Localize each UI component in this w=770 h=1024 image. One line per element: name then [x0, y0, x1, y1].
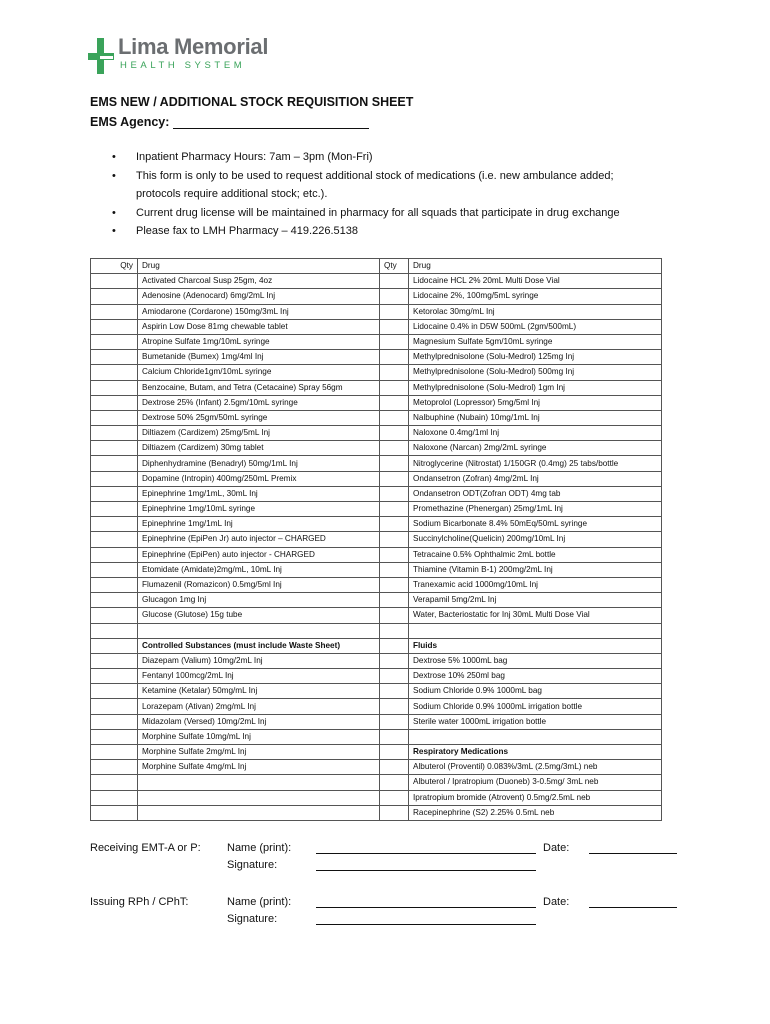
table-row: [91, 319, 662, 334]
table-row: [91, 471, 662, 486]
stock-table: [90, 258, 662, 821]
qty-cell[interactable]: [380, 456, 409, 471]
qty-cell[interactable]: [91, 380, 138, 395]
drug-header: Drug: [138, 259, 380, 274]
table-row: [91, 729, 662, 744]
qty-cell[interactable]: [91, 775, 138, 790]
qty-cell[interactable]: [91, 699, 138, 714]
drug-cell: Lidocaine HCL 2% 20mL Multi Dose Vial: [409, 274, 662, 289]
drug-cell: [138, 623, 380, 638]
qty-cell[interactable]: [91, 365, 138, 380]
drug-cell: Ipratropium bromide (Atrovent) 0.5mg/2.5mL neb: [409, 790, 662, 805]
drug-cell: Epinephrine 1mg/1mL, 30mL Inj: [138, 486, 380, 501]
drug-cell: Water, Bacteriostatic for Inj 30mL Multi Dose Vial: [409, 608, 662, 623]
drug-cell: Fentanyl 100mcg/2mL Inj: [138, 669, 380, 684]
table-row: [91, 669, 662, 684]
issuing-name-field[interactable]: [316, 907, 536, 908]
receiving-signature-label: Signature:: [227, 859, 278, 871]
qty-cell[interactable]: [91, 410, 138, 425]
qty-cell[interactable]: [91, 684, 138, 699]
drug-cell: Naloxone 0.4mg/1ml Inj: [409, 426, 662, 441]
qty-cell[interactable]: [380, 608, 409, 623]
qty-cell[interactable]: [380, 699, 409, 714]
qty-cell[interactable]: [380, 775, 409, 790]
issuing-signature-label: Signature:: [227, 913, 278, 925]
receiving-name-label: Name (print):: [227, 842, 292, 854]
receiving-date-field[interactable]: [589, 853, 677, 854]
drug-cell: Lidocaine 2%, 100mg/5mL syringe: [409, 289, 662, 304]
issuing-date-label: Date:: [543, 896, 570, 908]
drug-cell: [409, 729, 662, 744]
bullet-icon: •: [112, 206, 116, 219]
table-row: [91, 638, 662, 653]
qty-cell[interactable]: [91, 471, 138, 486]
drug-cell: Controlled Substances (must include Waste Sheet): [138, 638, 380, 653]
receiving-label: Receiving EMT-A or P:: [90, 842, 201, 854]
qty-cell[interactable]: [91, 593, 138, 608]
drug-cell: Tetracaine 0.5% Ophthalmic 2mL bottle: [409, 547, 662, 562]
drug-cell: Magnesium Sulfate 5gm/10mL syringe: [409, 334, 662, 349]
table-row: [91, 304, 662, 319]
qty-cell[interactable]: [380, 441, 409, 456]
qty-cell[interactable]: [91, 532, 138, 547]
table-row: [91, 805, 662, 820]
instructions-list: [108, 148, 668, 241]
drug-cell: Atropine Sulfate 1mg/10mL syringe: [138, 334, 380, 349]
logo-name: Lima Memorial: [118, 34, 269, 59]
drug-cell: Diphenhydramine (Benadryl) 50mg/1mL Inj: [138, 456, 380, 471]
qty-cell[interactable]: [380, 471, 409, 486]
qty-cell[interactable]: [91, 274, 138, 289]
qty-cell[interactable]: [91, 289, 138, 304]
drug-cell: Methylprednisolone (Solu-Medrol) 125mg Inj: [409, 350, 662, 365]
drug-cell: Metoprolol (Lopressor) 5mg/5ml Inj: [409, 395, 662, 410]
drug-cell: Epinephrine 1mg/10mL syringe: [138, 502, 380, 517]
drug-cell: Sodium Bicarbonate 8.4% 50mEq/50mL syringe: [409, 517, 662, 532]
qty-cell[interactable]: [91, 714, 138, 729]
drug-cell: Dextrose 50% 25gm/50mL syringe: [138, 410, 380, 425]
drug-cell: Dextrose 10% 250ml bag: [409, 669, 662, 684]
qty-cell[interactable]: [91, 623, 138, 638]
list-item: • Inpatient Pharmacy Hours: 7am – 3pm (Mon-Fri): [108, 148, 668, 167]
qty-cell[interactable]: [380, 638, 409, 653]
qty-cell[interactable]: [91, 486, 138, 501]
drug-cell: Lidocaine 0.4% in D5W 500mL (2gm/500mL): [409, 319, 662, 334]
table-row: [91, 608, 662, 623]
drug-cell: Diazepam (Valium) 10mg/2mL Inj: [138, 653, 380, 668]
qty-cell[interactable]: [91, 441, 138, 456]
drug-cell: Adenosine (Adenocard) 6mg/2mL Inj: [138, 289, 380, 304]
drug-cell: Bumetanide (Bumex) 1mg/4ml Inj: [138, 350, 380, 365]
qty-cell[interactable]: [91, 638, 138, 653]
drug-cell: Morphine Sulfate 10mg/mL Inj: [138, 729, 380, 744]
qty-cell[interactable]: [380, 669, 409, 684]
qty-cell[interactable]: [380, 790, 409, 805]
drug-cell: Dopamine (Intropin) 400mg/250mL Premix: [138, 471, 380, 486]
qty-cell[interactable]: [91, 608, 138, 623]
drug-cell: Fluids: [409, 638, 662, 653]
qty-cell[interactable]: [380, 745, 409, 760]
receiving-signature-field[interactable]: [316, 870, 536, 871]
table-row: [91, 486, 662, 501]
table-row: [91, 577, 662, 592]
drug-cell: Amiodarone (Cordarone) 150mg/3mL Inj: [138, 304, 380, 319]
drug-cell: Dextrose 5% 1000mL bag: [409, 653, 662, 668]
qty-cell[interactable]: [380, 653, 409, 668]
qty-cell[interactable]: [91, 577, 138, 592]
qty-cell[interactable]: [380, 289, 409, 304]
agency-field[interactable]: [173, 116, 369, 129]
table-row: [91, 745, 662, 760]
table-row: [91, 517, 662, 532]
qty-header: Qty: [380, 259, 409, 274]
table-row: [91, 775, 662, 790]
logo: [88, 34, 268, 76]
qty-cell[interactable]: [380, 486, 409, 501]
qty-cell[interactable]: [91, 729, 138, 744]
agency-label: EMS Agency:: [90, 115, 170, 129]
issuing-date-field[interactable]: [589, 907, 677, 908]
qty-header: Qty: [91, 259, 138, 274]
table-row: [91, 760, 662, 775]
qty-cell[interactable]: [380, 410, 409, 425]
table-header-row: [91, 259, 662, 274]
list-item: • This form is only to be used to request additional stock of medications (i.e. new ambulance added;: [108, 167, 668, 186]
bullet-icon: •: [112, 225, 116, 237]
table-row: [91, 380, 662, 395]
qty-cell[interactable]: [380, 334, 409, 349]
table-row: [91, 289, 662, 304]
drug-cell: Diltiazem (Cardizem) 30mg tablet: [138, 441, 380, 456]
qty-cell[interactable]: [380, 304, 409, 319]
drug-cell: Respiratory Medications: [409, 745, 662, 760]
drug-cell: Epinephrine (EpiPen Jr) auto injector – CHARGED: [138, 532, 380, 547]
drug-cell: Glucagon 1mg Inj: [138, 593, 380, 608]
drug-cell: Epinephrine 1mg/1mL Inj: [138, 517, 380, 532]
list-item: • Current drug license will be maintained in pharmacy for all squads that participate in drug exchange: [108, 204, 668, 223]
drug-cell: Albuterol (Proventil) 0.083%/3mL (2.5mg/3mL) neb: [409, 760, 662, 775]
qty-cell[interactable]: [380, 395, 409, 410]
list-item: • Please fax to LMH Pharmacy – 419.226.5138: [108, 222, 668, 241]
qty-cell[interactable]: [380, 805, 409, 820]
qty-cell[interactable]: [91, 319, 138, 334]
table-row: [91, 790, 662, 805]
qty-cell[interactable]: [380, 350, 409, 365]
qty-cell[interactable]: [91, 669, 138, 684]
qty-cell[interactable]: [91, 350, 138, 365]
issuing-signature-field[interactable]: [316, 924, 536, 925]
qty-cell[interactable]: [380, 623, 409, 638]
table-row: [91, 699, 662, 714]
qty-cell[interactable]: [380, 426, 409, 441]
qty-cell[interactable]: [91, 562, 138, 577]
drug-cell: Dextrose 25% (Infant) 2.5gm/10mL syringe: [138, 395, 380, 410]
qty-cell[interactable]: [91, 790, 138, 805]
qty-cell[interactable]: [380, 365, 409, 380]
qty-cell[interactable]: [380, 729, 409, 744]
issuing-label: Issuing RPh / CPhT:: [90, 896, 189, 908]
qty-cell[interactable]: [91, 456, 138, 471]
table-row: [91, 334, 662, 349]
drug-cell: Racepinephrine (S2) 2.25% 0.5mL neb: [409, 805, 662, 820]
table-row: [91, 410, 662, 425]
drug-cell: Sodium Chloride 0.9% 1000mL bag: [409, 684, 662, 699]
bullet-icon: •: [112, 151, 116, 163]
drug-cell: Succinylcholine(Quelicin) 200mg/10mL Inj: [409, 532, 662, 547]
drug-cell: [138, 775, 380, 790]
table-row: [91, 684, 662, 699]
drug-cell: Morphine Sulfate 2mg/mL Inj: [138, 745, 380, 760]
drug-cell: Glucose (Glutose) 15g tube: [138, 608, 380, 623]
issuing-name-label: Name (print):: [227, 896, 292, 908]
drug-cell: Activated Charcoal Susp 25gm, 4oz: [138, 274, 380, 289]
drug-cell: Nitroglycerine (Nitrostat) 1/150GR (0.4mg) 25 tabs/bottle: [409, 456, 662, 471]
qty-cell[interactable]: [380, 577, 409, 592]
qty-cell[interactable]: [380, 562, 409, 577]
drug-cell: Benzocaine, Butam, and Tetra (Cetacaine) Spray 56gm: [138, 380, 380, 395]
drug-cell: Promethazine (Phenergan) 25mg/1mL Inj: [409, 502, 662, 517]
qty-cell[interactable]: [380, 684, 409, 699]
qty-cell[interactable]: [380, 319, 409, 334]
receiving-name-field[interactable]: [316, 853, 536, 854]
drug-cell: Etomidate (Amidate)2mg/mL, 10mL Inj: [138, 562, 380, 577]
drug-cell: Flumazenil (Romazicon) 0.5mg/5ml Inj: [138, 577, 380, 592]
qty-cell[interactable]: [380, 502, 409, 517]
bullet-icon: •: [112, 169, 116, 182]
drug-cell: Lorazepam (Ativan) 2mg/mL Inj: [138, 699, 380, 714]
qty-cell[interactable]: [380, 532, 409, 547]
drug-cell: Tranexamic acid 1000mg/10mL Inj: [409, 577, 662, 592]
drug-cell: Ketamine (Ketalar) 50mg/mL Inj: [138, 684, 380, 699]
drug-cell: [138, 790, 380, 805]
drug-cell: Ketorolac 30mg/mL Inj: [409, 304, 662, 319]
table-row: [91, 456, 662, 471]
qty-cell[interactable]: [91, 395, 138, 410]
qty-cell[interactable]: [91, 745, 138, 760]
qty-cell[interactable]: [91, 304, 138, 319]
receiving-date-label: Date:: [543, 842, 570, 854]
qty-cell[interactable]: [91, 653, 138, 668]
qty-cell[interactable]: [91, 517, 138, 532]
qty-cell[interactable]: [91, 805, 138, 820]
table-row: [91, 562, 662, 577]
drug-cell: Sodium Chloride 0.9% 1000mL irrigation bottle: [409, 699, 662, 714]
drug-cell: Nalbuphine (Nubain) 10mg/1mL Inj: [409, 410, 662, 425]
drug-cell: Epinephrine (EpiPen) auto injector - CHARGED: [138, 547, 380, 562]
table-row: [91, 365, 662, 380]
table-row: [91, 547, 662, 562]
drug-cell: Naloxone (Narcan) 2mg/2mL syringe: [409, 441, 662, 456]
qty-cell[interactable]: [380, 593, 409, 608]
table-row: [91, 502, 662, 517]
drug-cell: Aspirin Low Dose 81mg chewable tablet: [138, 319, 380, 334]
qty-cell[interactable]: [380, 274, 409, 289]
drug-cell: Diltiazem (Cardizem) 25mg/5mL Inj: [138, 426, 380, 441]
qty-cell[interactable]: [380, 380, 409, 395]
drug-cell: Methylprednisolone (Solu-Medrol) 1gm Inj: [409, 380, 662, 395]
drug-cell: Midazolam (Versed) 10mg/2mL Inj: [138, 714, 380, 729]
qty-cell[interactable]: [380, 547, 409, 562]
list-item-continued: protocols require additional stock; etc.).: [136, 188, 328, 200]
table-row: [91, 653, 662, 668]
drug-cell: [409, 623, 662, 638]
qty-cell[interactable]: [91, 502, 138, 517]
drug-cell: Morphine Sulfate 4mg/mL Inj: [138, 760, 380, 775]
drug-cell: [138, 805, 380, 820]
table-row: [91, 593, 662, 608]
qty-cell[interactable]: [380, 714, 409, 729]
table-row: [91, 350, 662, 365]
table-row: [91, 532, 662, 547]
drug-cell: Albuterol / Ipratropium (Duoneb) 3-0.5mg/ 3mL neb: [409, 775, 662, 790]
logo-subtitle: HEALTH SYSTEM: [120, 60, 246, 71]
drug-cell: Sterile water 1000mL irrigation bottle: [409, 714, 662, 729]
table-row: [91, 395, 662, 410]
drug-cell: Methylprednisolone (Solu-Medrol) 500mg Inj: [409, 365, 662, 380]
table-row: [91, 441, 662, 456]
table-row: [91, 623, 662, 638]
drug-cell: Thiamine (Vitamin B-1) 200mg/2mL Inj: [409, 562, 662, 577]
table-row: [91, 714, 662, 729]
qty-cell[interactable]: [91, 334, 138, 349]
table-row: [91, 426, 662, 441]
page-title: EMS NEW / ADDITIONAL STOCK REQUISITION SHEET: [90, 95, 414, 109]
drug-cell: Calcium Chloride1gm/10mL syringe: [138, 365, 380, 380]
medical-cross-icon: [88, 38, 116, 74]
drug-cell: Ondansetron ODT(Zofran ODT) 4mg tab: [409, 486, 662, 501]
qty-cell[interactable]: [91, 426, 138, 441]
qty-cell[interactable]: [91, 547, 138, 562]
qty-cell[interactable]: [380, 517, 409, 532]
table-row: [91, 274, 662, 289]
drug-cell: Verapamil 5mg/2mL Inj: [409, 593, 662, 608]
drug-header: Drug: [409, 259, 662, 274]
qty-cell[interactable]: [380, 760, 409, 775]
agency-row: [90, 115, 369, 129]
qty-cell[interactable]: [91, 760, 138, 775]
drug-cell: Ondansetron (Zofran) 4mg/2mL Inj: [409, 471, 662, 486]
